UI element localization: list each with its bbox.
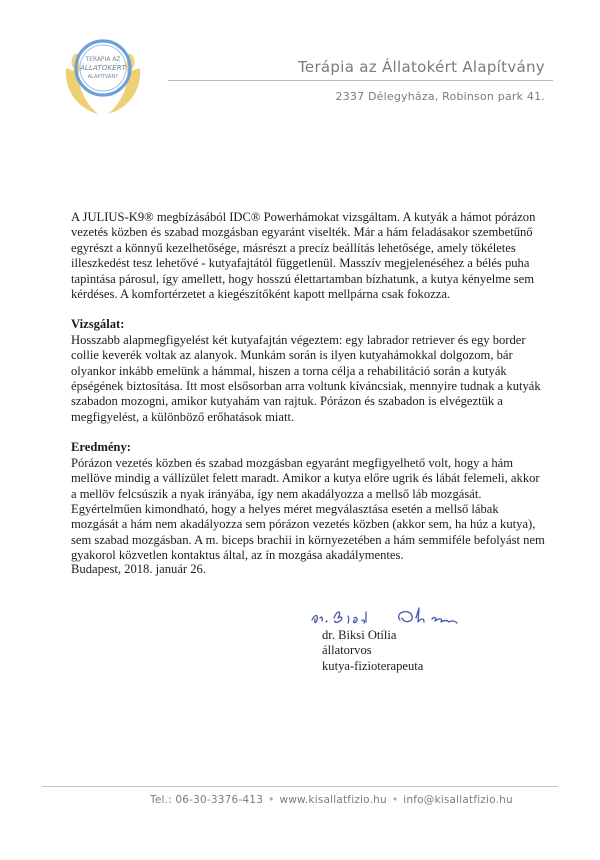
signer-title: állatorvos <box>322 643 372 658</box>
footer-phone: Tel.: 06-30-3376-413 <box>150 794 264 806</box>
signer-role: kutya-fizioterapeuta <box>322 658 424 673</box>
signature-block <box>322 628 423 674</box>
organization-name: Terápia az Állatokért Alapítvány <box>298 58 545 76</box>
footer-email-link[interactable]: info@kisallatfizio.hu <box>403 794 513 806</box>
svg-text:ÁLLATOKÉRT: ÁLLATOKÉRT <box>79 63 127 72</box>
organization-address: 2337 Délegyháza, Robinson park 41. <box>335 90 545 103</box>
letter-body <box>71 210 547 564</box>
intro-paragraph: A JULIUS-K9® megbízásából IDC® Powerhámokat vizsgáltam. A kutyák a hámot pórázon vezetés közben és szabad mozgásban egyaránt viselték. Már a hám feladásakor szembetűnő egyrészt a könnyű kezelhetősége, másrészt a precíz beállítás lehetősége, amely tökéletes illeszkedést tesz lehetővé - kutyafajtától függetlenül. Masszív megjelenéséhez a bélés puha tapintása párosul, így amellett, hogy hosszú élettartamban bízhatunk, a kutya kényelme sem kérdéses. A komfortérzetet a kiegészítőként kapott mellpárna csak fokozza. <box>71 210 536 302</box>
svg-text:TERÁPIA AZ: TERÁPIA AZ <box>85 56 121 63</box>
handwritten-signature <box>308 598 466 632</box>
letterhead <box>298 58 545 103</box>
footer-website-link[interactable]: www.kisallatfizio.hu <box>279 794 387 806</box>
footer-separator: • <box>268 794 275 806</box>
letter-date: Budapest, 2018. január 26. <box>71 562 207 576</box>
footer <box>150 794 513 806</box>
section-body-result: Pórázon vezetés közben és szabad mozgásban egyaránt megfigyelhető volt, hogy a hám mellöve mindig a vállízület felett maradt. Amikor a kutya előre ugrik és lábát felemeli, akkor a mellöv felcsúszik a nyak irányába, így nem akadályozza a mellső láb mozgását. Egyértelműen kimondható, hogy a helyes méret megválasztása esetén a mellső lábak mozgását a hám nem akadályozza sem pórázon vezetés közben (akkor sem, ha húz a kutya), sem szabad mozgásban. A m. biceps brachii in környezetében a hám semmiféle befolyást nem gyakorol közvetlen kontaktus által, az ín mozgása akadálymentes. <box>71 455 545 563</box>
svg-text:ALAPÍTVÁNY: ALAPÍTVÁNY <box>87 74 119 80</box>
section-body-examination: Hosszabb alapmegfigyelést két kutyafajtán végeztem: egy labrador retriever és egy border collie keverék voltak az alanyok. Munkám során is ilyen kutyahámokkal dolgozom, bár olyankor inkább emelünk a hámmal, hiszen a torna célja a rehabilitáció során a kutyák épségének biztosítása. Itt most elsősorban arra voltunk kíváncsiak, mennyire tudnak a kutyák szabadon mozogni, amikor kutyahám van rajtuk. Pórázon és szabadon is elvégeztük a megfigyelést, a különböző erőhatások miatt. <box>71 332 541 424</box>
signer-name: dr. Biksi Otília <box>322 628 397 642</box>
footer-divider <box>42 786 558 787</box>
section-title-result: Eredmény: <box>71 440 131 455</box>
footer-separator: • <box>391 794 399 806</box>
section-title-examination: Vizsgálat: <box>71 317 125 332</box>
foundation-logo-icon <box>58 28 148 118</box>
